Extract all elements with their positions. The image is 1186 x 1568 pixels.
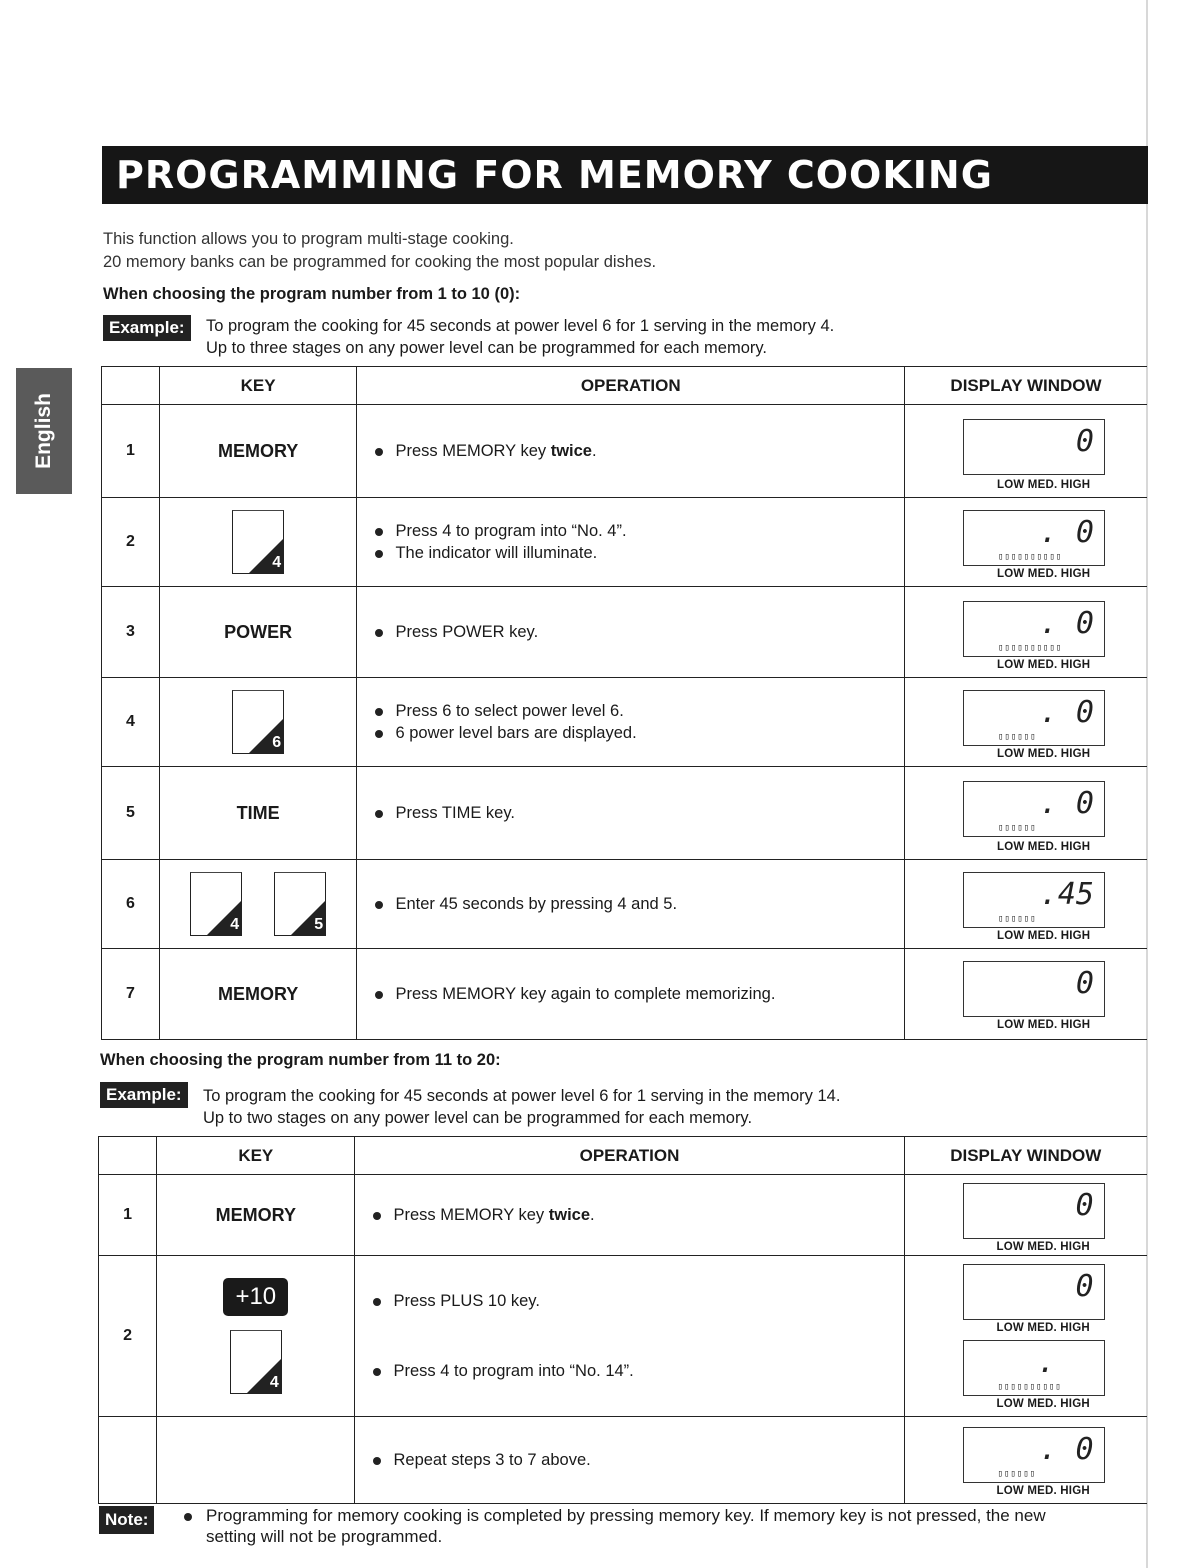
operation-text: Press 4 to program into “No. 14”. [393,1362,634,1380]
header-num [102,367,160,405]
step-number: 4 [102,678,160,767]
key-cell [157,1417,355,1504]
header-display: DISPLAY WINDOW [904,1137,1147,1175]
lcd-digits: . 0 [1039,1432,1094,1467]
operation-text: 6 power level bars are displayed. [395,724,637,742]
bullet-icon [375,810,383,818]
steps-table-2 [98,1136,1147,1504]
lcd-digits: 0 [1075,424,1094,459]
step-number: 7 [102,949,160,1040]
display-cell [904,498,1147,587]
intro-line: This function allows you to program multi-stage cooking. [103,230,514,248]
power-bars: ▯▯▯▯▯▯▯▯▯▯ [997,1382,1062,1392]
lcd-digits: . 0 [1039,695,1094,730]
power-bars: ▯▯▯▯▯▯ [997,1469,1037,1479]
header-operation: OPERATION [355,1137,904,1175]
lcd-display [963,1183,1105,1239]
power-level-labels: LOW MED. HIGH [996,1322,1090,1334]
power-level-labels: LOW MED. HIGH [996,479,1091,491]
display-cell [904,1256,1147,1417]
table-row [99,1417,1148,1504]
operation-line [375,621,904,643]
operation-text: Press PLUS 10 key. [393,1292,540,1310]
step-number: 2 [99,1256,157,1417]
memory-key: MEMORY [159,949,357,1040]
power-level-labels: LOW MED. HIGH [996,841,1091,853]
bullet-icon [373,1457,381,1465]
lcd-digits: . [1037,1345,1056,1380]
operation-text: Press TIME key. [395,804,515,822]
operation-line [375,440,904,462]
time-key: TIME [159,767,357,860]
table-row [102,678,1148,767]
power-bars: ▯▯▯▯▯▯ [997,914,1037,924]
example-line: To program the cooking for 45 seconds at power level 6 for 1 serving in the memory 4. [206,317,835,335]
table-header-row [99,1137,1148,1175]
number-key-6 [232,690,284,754]
display-cell [904,1417,1147,1504]
step-number: 6 [102,860,160,949]
language-tab [16,368,72,494]
operation-emphasis: twice [548,1206,591,1224]
operation-text: Press 6 to select power level 6. [395,702,624,720]
operation-text: Press MEMORY key [395,442,551,460]
operation-text: . [592,442,597,460]
example-line: Up to two stages on any power level can be programmed for each memory. [203,1109,753,1127]
page-title-bar [102,146,1148,204]
operation-text: Repeat steps 3 to 7 above. [393,1451,591,1469]
power-level-labels: LOW MED. HIGH [996,930,1091,942]
key-digit: 4 [269,1374,279,1391]
key-digit: 5 [314,916,324,933]
operation-text: Press MEMORY key again to complete memorizing. [395,985,776,1003]
operation-line [375,722,904,744]
language-tab-label: English [32,393,55,469]
bullet-icon [373,1212,381,1220]
number-key-5 [274,872,326,936]
operation-cell [357,949,905,1040]
note-badge: Note: [99,1506,154,1534]
note-line-2: setting will not be programmed. [206,1527,443,1546]
power-level-labels: LOW MED. HIGH [996,1485,1090,1497]
intro-line: 20 memory banks can be programmed for cooking the most popular dishes. [103,253,657,271]
lcd-digits: 0 [1075,1269,1094,1304]
lcd-display [963,1264,1105,1320]
bullet-icon [373,1298,381,1306]
operation-text: Enter 45 seconds by pressing 4 and 5. [395,895,678,913]
table-row [99,1175,1148,1256]
page-title: PROGRAMMING FOR MEMORY COOKING [116,153,993,197]
intro-text [103,228,656,274]
lcd-display [963,961,1105,1017]
operation-line [375,983,904,1005]
power-bars: ▯▯▯▯▯▯▯▯▯▯ [997,643,1063,653]
operation-text: Press MEMORY key [393,1206,549,1224]
example-line: Up to three stages on any power level can be programmed for each memory. [206,339,767,357]
bullet-icon [375,708,383,716]
bullet-icon [375,629,383,637]
operation-cell [357,587,905,678]
example-badge: Example: [103,315,191,341]
table-row [102,587,1148,678]
lcd-digits: .45 [1039,877,1094,912]
table-row [102,405,1148,498]
step-number: 3 [102,587,160,678]
key-digit: 6 [272,734,282,751]
operation-text: . [590,1206,595,1224]
operation-line [373,1204,903,1226]
lcd-digits: 0 [1075,966,1094,1001]
header-display: DISPLAY WINDOW [904,367,1147,405]
bullet-icon [184,1513,192,1521]
operation-emphasis: twice [550,442,592,460]
note-text [184,1505,1046,1547]
operation-cell [357,498,905,587]
key-digit: 4 [230,916,240,933]
operation-cell [355,1175,904,1256]
lcd-digits: . 0 [1039,515,1094,550]
key-cell [159,678,357,767]
display-cell [904,678,1147,767]
operation-text: The indicator will illuminate. [395,544,598,562]
power-level-labels: LOW MED. HIGH [996,568,1091,580]
header-operation: OPERATION [357,367,905,405]
operation-cell [355,1417,904,1504]
steps-table-1 [101,366,1147,1040]
operation-line [375,893,904,915]
bullet-icon [375,550,383,558]
memory-key: MEMORY [159,405,357,498]
operation-line [373,1360,903,1382]
example-badge: Example: [100,1082,188,1108]
memory-key: MEMORY [157,1175,355,1256]
operation-cell [357,405,905,498]
power-level-labels: LOW MED. HIGH [996,1241,1090,1253]
step-number: 2 [102,498,160,587]
operation-line [375,700,904,722]
step-number: 5 [102,767,160,860]
power-level-labels: LOW MED. HIGH [996,1019,1091,1031]
step-number: 1 [102,405,160,498]
number-key-4 [190,872,242,936]
lcd-display [963,872,1105,928]
power-level-labels: LOW MED. HIGH [996,1398,1090,1410]
power-level-labels: LOW MED. HIGH [996,659,1091,671]
example-line: To program the cooking for 45 seconds at power level 6 for 1 serving in the memory 14. [203,1087,841,1105]
table-header-row [102,367,1148,405]
lcd-display [963,1340,1105,1396]
lcd-display [963,1427,1105,1483]
note-line [184,1505,1046,1526]
note-line-1: Programming for memory cooking is completed by pressing memory key. If memory key is not pressed, the new [206,1506,1046,1525]
example-text [203,1085,840,1129]
lcd-display [963,690,1105,746]
display-cell [904,405,1147,498]
operation-cell [357,860,905,949]
header-key: KEY [157,1137,355,1175]
number-key-4 [232,510,284,574]
power-bars: ▯▯▯▯▯▯ [997,732,1037,742]
header-key: KEY [159,367,357,405]
table-row [102,767,1148,860]
power-level-labels: LOW MED. HIGH [996,748,1091,760]
example-text [206,315,834,359]
lcd-digits: 0 [1075,1188,1094,1223]
display-cell [904,767,1147,860]
lcd-digits: . 0 [1039,786,1094,821]
operation-cell [355,1256,904,1417]
operation-line [373,1449,903,1471]
bullet-icon [375,991,383,999]
lcd-display [963,419,1105,475]
bullet-icon [375,730,383,738]
power-bars: ▯▯▯▯▯▯▯▯▯▯ [997,552,1063,562]
bullet-icon [375,448,383,456]
operation-line [375,520,904,542]
step-number [99,1417,157,1504]
bullet-icon [375,901,383,909]
display-cell [904,1175,1147,1256]
operation-line [375,802,904,824]
key-digit: 4 [272,554,282,571]
table-row [99,1256,1148,1417]
operation-cell [357,767,905,860]
key-cell [157,1256,355,1417]
key-cell [159,860,357,949]
operation-text: Press POWER key. [395,623,539,641]
display-cell [904,949,1147,1040]
bullet-icon [375,528,383,536]
display-cell [904,860,1147,949]
table-row [102,860,1148,949]
table-row [102,498,1148,587]
operation-line [375,542,904,564]
power-bars: ▯▯▯▯▯▯ [997,823,1037,833]
section-1-heading: When choosing the program number from 1 to 10 (0): [103,285,521,303]
bullet-icon [373,1368,381,1376]
table-row [102,949,1148,1040]
operation-line [373,1290,903,1312]
operation-cell [357,678,905,767]
operation-text: Press 4 to program into “No. 4”. [395,522,627,540]
power-key: POWER [159,587,357,678]
header-num [99,1137,157,1175]
lcd-display [963,510,1105,566]
key-cell [159,498,357,587]
lcd-display [963,601,1105,657]
step-number: 1 [99,1175,157,1256]
lcd-digits: . 0 [1039,606,1094,641]
number-key-4 [230,1330,282,1394]
lcd-display [963,781,1105,837]
plus-10-key: +10 [223,1278,288,1316]
section-2-heading: When choosing the program number from 11 to 20: [100,1051,501,1069]
display-cell [904,587,1147,678]
